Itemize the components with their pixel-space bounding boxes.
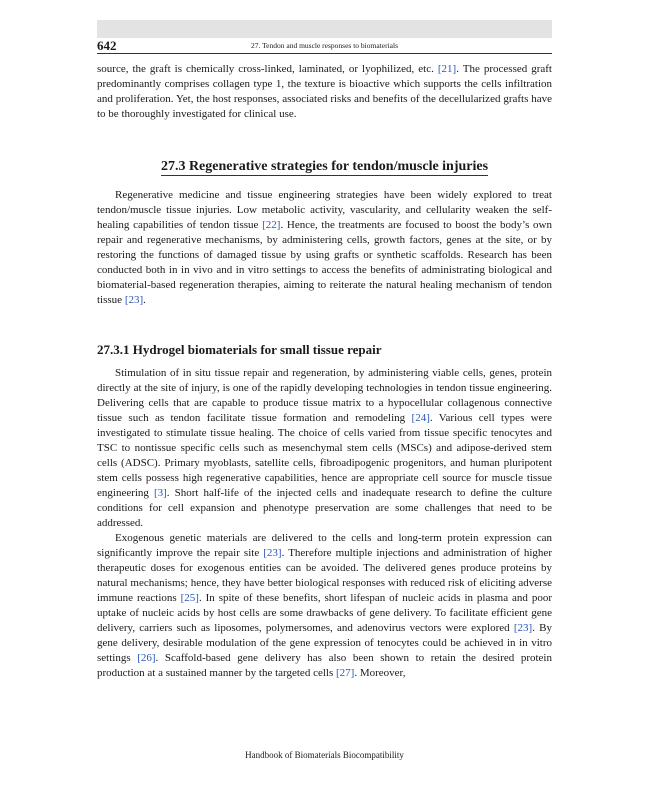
citation-24[interactable]: [24] xyxy=(411,412,430,424)
page-header xyxy=(97,38,552,54)
section-heading: 27.3 Regenerative strategies for tendon/muscle injuries xyxy=(160,159,489,174)
subsection-heading: 27.3.1 Hydrogel biomaterials for small tissue repair xyxy=(97,342,382,357)
citation-23c[interactable]: [23] xyxy=(513,622,533,634)
running-title: 27. Tendon and muscle responses to biomaterials xyxy=(250,41,398,50)
page-footer: Handbook of Biomaterials Biocompatibility xyxy=(245,750,404,760)
intro-paragraph: source, the graft is chemically cross-linked, laminated, or lyophilized, etc. [21]. The processed graft predominantly comprises collagen type 1, the texture is bioactive which supports the cells infiltration and proliferation. Yet, the host responses, associated risks and benefits of the decellularized grafts have to be thoroughly investigated for clinical use. xyxy=(97,63,552,120)
section-paragraph: Regenerative medicine and tissue engineering strategies have been widely explored to treat tendon/muscle tissue injuries. Low metabolic activity, vascularity, and cellularity weaken the self-healing capabilities of tendon tissue [22]. Hence, the treatments are focused to boost the body’s own repair and regenerative mechanisms, by administering cells, growth factors, genes at the site, or by restoring the functions of damaged tissue by using grafts or synthetic scaffolds. Research has been conducted both in in vivo and in vitro settings to access the benefits of administrating biological and biomaterial-based regeneration therapies, aiming to reiterate the natural healing mechanism of tendon tissue [23]. xyxy=(97,189,552,306)
page-content xyxy=(97,62,552,681)
subsection-paragraph-1: Stimulation of in situ tissue repair and regeneration, by administering viable cells, genes, protein directly at the site of injury, is one of the rapidly developing technologies in tendon tissue engineering. Delivering cells that are capable to produce tissue matrix to a hypocellular collagenous connective tissue such as tendon facilitate tissue formation and remodeling [24]. Various cell types were investigated to stimulate tissue healing. The choice of cells varied from tissue specific tenocytes and TSC to nontissue specific cells such as mesenchymal stem cells (MSCs) and adipose-derived stem cells (ADSC). Primary myoblasts, satellite cells, fibroadipogenic progenitors, and human pluripotent stem cells possess high regenerative capabilities, hence are appropriate cell source for muscle tissue engineering [3]. Short half-life of the injected cells and inadequate research to define the culture conditions for cell expansion and phenotype preservation are some challenges that need to be addressed. xyxy=(97,367,552,529)
top-gray-band xyxy=(97,20,552,38)
citation-23b[interactable]: [23] xyxy=(263,547,282,559)
citation-21[interactable]: [21] xyxy=(437,63,457,75)
citation-3[interactable]: [3] xyxy=(153,487,167,499)
citation-23[interactable]: [23] xyxy=(124,294,144,306)
citation-25[interactable]: [25] xyxy=(180,592,199,604)
citation-26[interactable]: [26] xyxy=(137,652,156,664)
subsection-paragraph-2: Exogenous genetic materials are delivered to the cells and long-term protein expression can significantly improve the repair site [23]. Therefore multiple injections and administration of higher therapeutic doses for exogenous entities can be avoided. The delivered genes produce proteins by natural mechanisms; hence, they have better biological responses with reduced risk of eliciting adverse immune reactions [25]. In spite of these benefits, short lifespan of nucleic acids in plasma and poor uptake of nucleic acids by host cells are some drawbacks of gene delivery. To facilitate efficient gene delivery, carriers such as liposomes, polymersomes, and adenovirus vectors were explored [23]. By gene delivery, desirable modulation of the gene expression of tenocytes could be achieved in in vitro settings [26]. Scaffold-based gene delivery has also been shown to retain the desired protein production at a sustained manner by the targeted cells [27]. Moreover, xyxy=(97,532,552,679)
page-number: 642 xyxy=(97,38,117,53)
citation-22[interactable]: [22] xyxy=(262,219,281,231)
citation-27[interactable]: [27] xyxy=(335,667,355,679)
